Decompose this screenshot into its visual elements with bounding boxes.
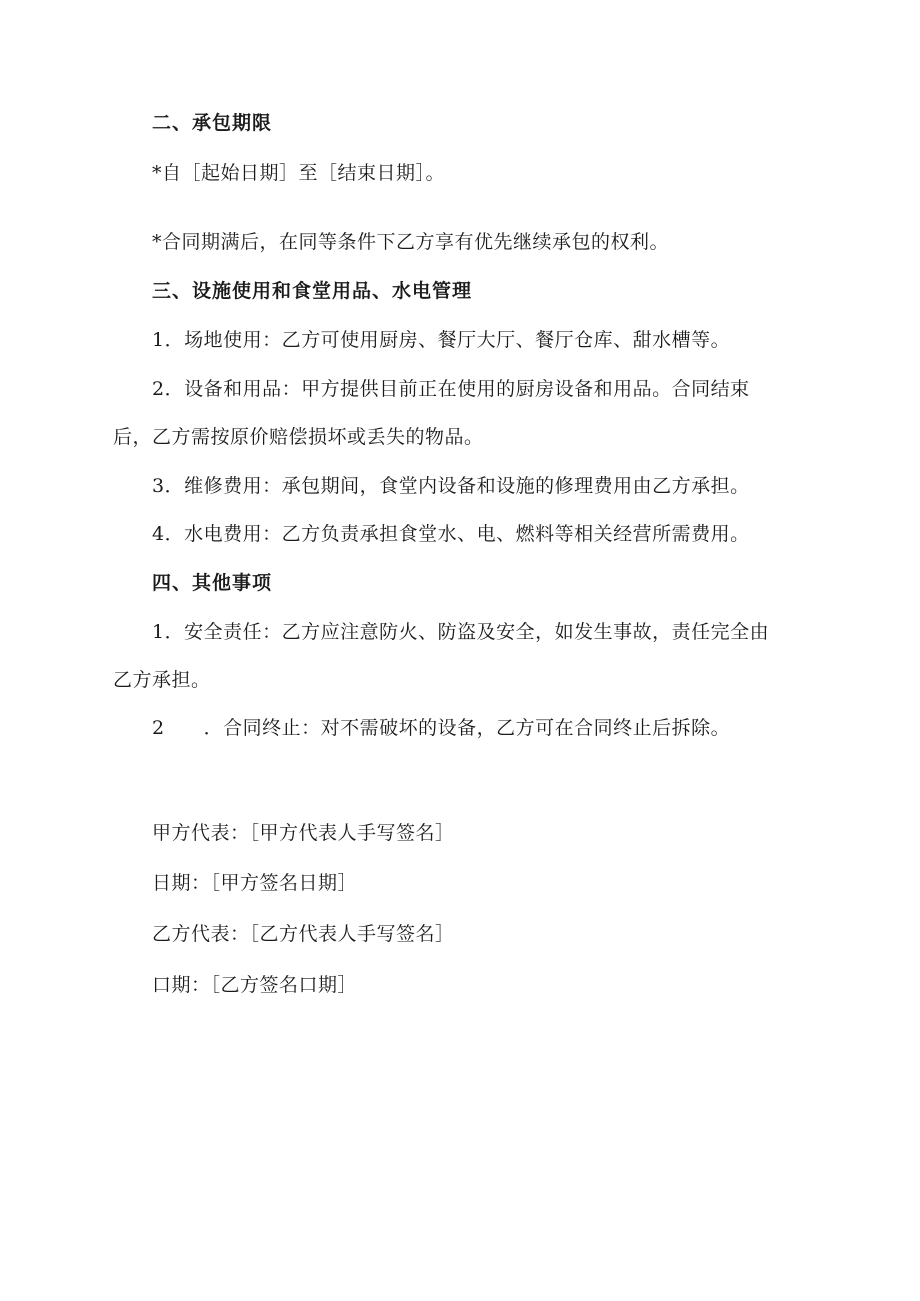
facilities-equipment-line2: 后，乙方需按原价赔偿损坏或丢失的物品。 [113, 426, 484, 448]
term-renewal-priority: *合同期满后，在同等条件下乙方享有优先继续承包的权利。 [152, 231, 670, 253]
facilities-site-use: 1．场地使用：乙方可使用厨房、餐厅大厅、餐厅仓库、甜水槽等。 [152, 329, 731, 351]
other-termination: 2 ．合同终止：对不需破坏的设备，乙方可在合同终止后拆除。 [152, 717, 731, 739]
section-other-heading: 四、其他事项 [152, 572, 273, 594]
facilities-repair-costs: 3．维修费用：承包期间，食堂内设备和设施的修理费用由乙方承担。 [152, 475, 750, 497]
term-start-end: *自［起始日期］至［结束日期］。 [152, 162, 446, 184]
facilities-equipment-line1: 2．设备和用品：甲方提供目前正在使用的厨房设备和用品。合同结束 [152, 378, 750, 400]
other-safety-line1: 1．安全责任：乙方应注意防火、防盗及安全，如发生事故，责任完全由 [152, 621, 770, 643]
signature-party-b-rep: 乙方代表：［乙方代表人手写签名］ [152, 923, 455, 945]
signature-party-a-rep: 甲方代表：［甲方代表人手写签名］ [152, 822, 455, 844]
signature-party-a-date: 日期：［甲方签名日期］ [152, 872, 358, 894]
facilities-utility-costs: 4．水电费用：乙方负责承担食堂水、电、燃料等相关经营所需费用。 [152, 523, 750, 545]
other-safety-line2: 乙方承担。 [113, 669, 211, 691]
signature-party-b-date: 口期：［乙方签名口期］ [152, 974, 358, 996]
section-term-heading: 二、承包期限 [152, 112, 273, 134]
section-facilities-heading: 三、设施使用和食堂用品、水电管理 [152, 280, 473, 302]
